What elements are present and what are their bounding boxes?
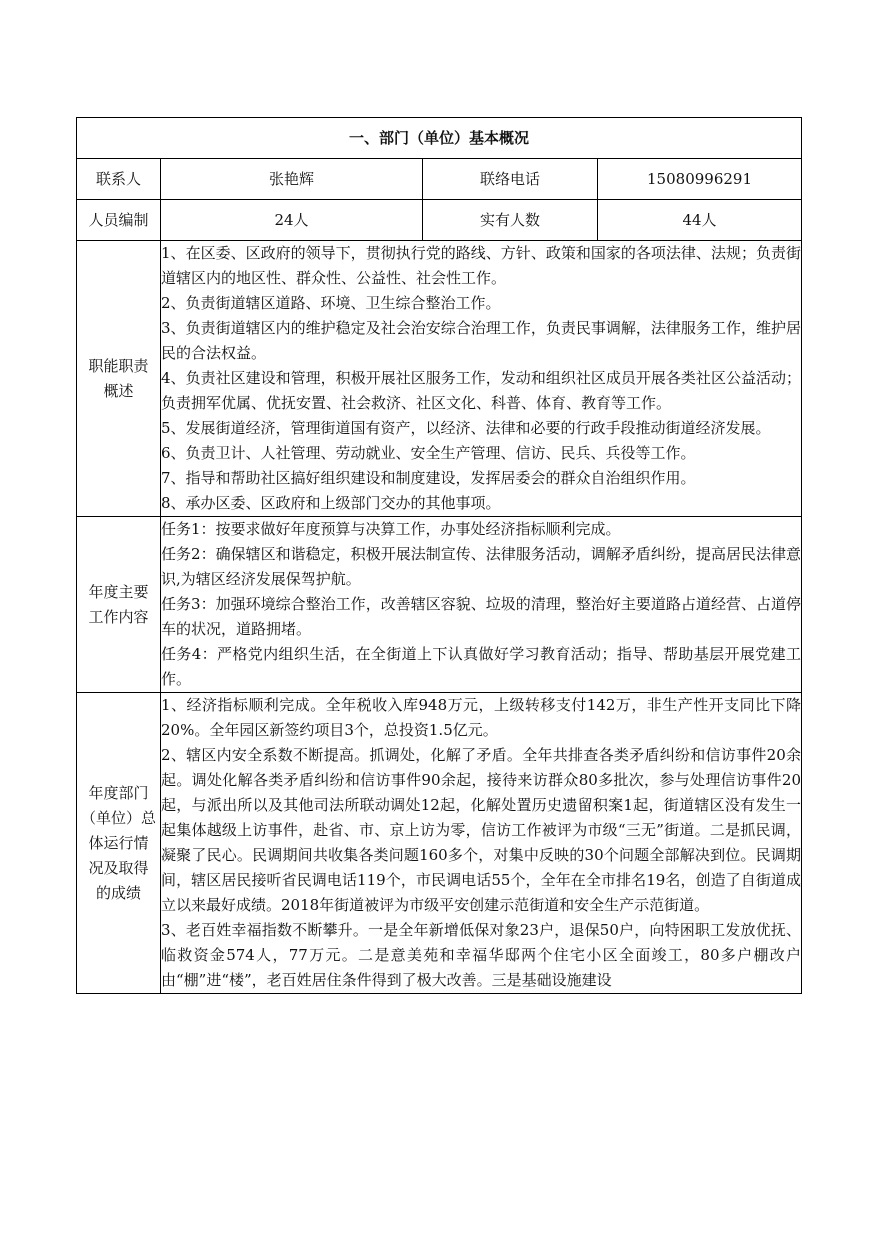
tasks-label bbox=[77, 517, 161, 693]
performance-label-line: 体运行情 bbox=[88, 833, 149, 852]
duty-item: 2、负责街道辖区道路、环境、卫生综合整治工作。 bbox=[161, 294, 501, 312]
duty-item: 3、负责街道辖区内的维护稳定及社会治安综合治理工作，负责民事调解，法律服务工作，维护居民的合法权益。 bbox=[161, 319, 802, 362]
duty-item: 7、指导和帮助社区搞好组织建设和制度建设，发挥居委会的群众自治组织作用。 bbox=[161, 469, 696, 487]
contact-name: 张艳辉 bbox=[161, 159, 423, 200]
performance-label-line: 年度部门 bbox=[88, 783, 149, 802]
performance-item: 1、经济指标顺利完成。全年税收入库948万元，上级转移支付142万，非生产性开支同比下降20%。全年园区新签约项目3个，总投资1.5亿元。 bbox=[161, 696, 802, 739]
staff-quota-label: 人员编制 bbox=[77, 200, 161, 241]
tasks-label-line: 年度主要 bbox=[88, 582, 149, 601]
basic-info-table bbox=[76, 117, 802, 994]
duty-item: 8、承办区委、区政府和上级部门交办的其他事项。 bbox=[161, 494, 501, 512]
staff-quota-value: 24人 bbox=[161, 200, 423, 241]
performance-label-line: （单位）总 bbox=[80, 808, 156, 827]
duties-content bbox=[161, 241, 802, 517]
duty-item: 5、发展街道经济，管理街道国有资产，以经济、法律和必要的行政手段推动街道经济发展。 bbox=[161, 419, 771, 437]
contact-label: 联系人 bbox=[77, 159, 161, 200]
duty-item: 4、负责社区建设和管理，积极开展社区服务工作，发动和组织社区成员开展各类社区公益活动；负责拥军优属、优抚安置、社会救济、社区文化、科普、体育、教育等工作。 bbox=[161, 369, 802, 412]
performance-item: 2、辖区内安全系数不断提高。抓调处，化解了矛盾。全年共排查各类矛盾纠纷和信访事件20余起。调处化解各类矛盾纠纷和信访事件90余起，接待来访群众80多批次，参与处理信访事件20起，与派出所以及其他司法所联动调处12起，化解处置历史遗留积案1起，街道辖区没有发生一起集体越级上访事件，赴省、市、京上访为零，信访工作被评为市级“三无”街道。二是抓民调，凝聚了民心。民调期间共收集各类问题160多个，对集中反映的30个问题全部解决到位。民调期间，辖区居民接听省民调电话119个，市民调电话55个，全年在全市排名19名，创造了自街道成立以来最好成绩。2018年街道被评为市级平安创建示范街道和安全生产示范街道。 bbox=[161, 746, 802, 914]
task-item: 任务2：确保辖区和谐稳定，积极开展法制宣传、法律服务活动，调解矛盾纠纷，提高居民法律意识,为辖区经济发展保驾护航。 bbox=[161, 545, 802, 588]
phone-value: 15080996291 bbox=[598, 159, 802, 200]
performance-content bbox=[161, 693, 802, 994]
task-item: 任务1：按要求做好年度预算与决算工作，办事处经济指标顺利完成。 bbox=[161, 520, 621, 538]
duty-item: 6、负责卫计、人社管理、劳动就业、安全生产管理、信访、民兵、兵役等工作。 bbox=[161, 444, 696, 462]
task-item: 任务4：严格党内组织生活，在全街道上下认真做好学习教育活动；指导、帮助基层开展党建工作。 bbox=[161, 645, 802, 688]
duties-label-line: 概述 bbox=[103, 381, 134, 400]
duties-label-line: 职能职责 bbox=[88, 356, 149, 375]
phone-label: 联络电话 bbox=[423, 159, 598, 200]
actual-staff-value: 44人 bbox=[598, 200, 802, 241]
tasks-content bbox=[161, 517, 802, 693]
performance-label bbox=[77, 693, 161, 994]
performance-item: 3、老百姓幸福指数不断攀升。一是全年新增低保对象23户，退保50户，向特困职工发放优抚、临救资金574人，77万元。二是意美苑和幸福华邸两个住宅小区全面竣工，80多户棚改户由“棚”进“楼”，老百姓居住条件得到了极大改善。三是基础设施建设 bbox=[161, 921, 802, 989]
performance-label-line: 的成绩 bbox=[95, 883, 141, 902]
duty-item: 1、在区委、区政府的领导下，贯彻执行党的路线、方针、政策和国家的各项法律、法规；负责街道辖区内的地区性、群众性、公益性、社会性工作。 bbox=[161, 244, 802, 287]
section-title: 一、部门（单位）基本概况 bbox=[77, 118, 802, 159]
performance-label-line: 况及取得 bbox=[88, 858, 149, 877]
tasks-label-line: 工作内容 bbox=[88, 607, 149, 626]
duties-label bbox=[77, 241, 161, 517]
task-item: 任务3：加强环境综合整治工作，改善辖区容貌、垃圾的清理，整治好主要道路占道经营、占道停车的状况，道路拥堵。 bbox=[161, 595, 802, 638]
actual-staff-label: 实有人数 bbox=[423, 200, 598, 241]
